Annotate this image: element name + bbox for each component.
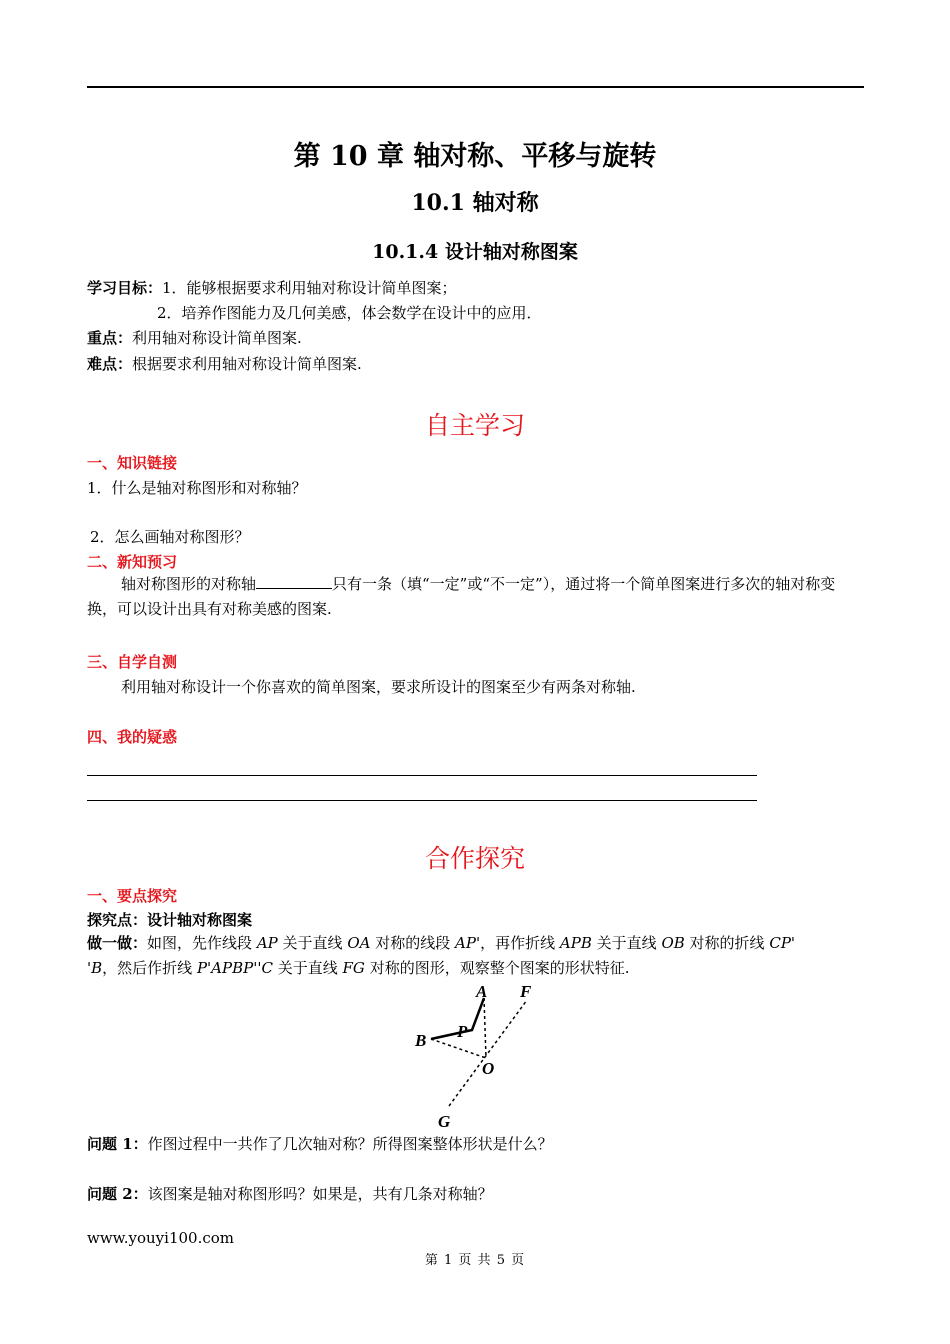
var-b-prime: 'B bbox=[87, 959, 103, 977]
try-text-5: 关于直线 bbox=[596, 934, 657, 952]
label-b: B bbox=[415, 1031, 427, 1050]
try-it-paragraph bbox=[87, 931, 864, 981]
question-2: 2．怎么画轴对称图形？ bbox=[90, 528, 250, 546]
preview-text-before: 轴对称图形的对称轴 bbox=[121, 575, 257, 593]
try-text-3: 对称的线段 bbox=[375, 934, 451, 952]
key-label: 重点： bbox=[87, 329, 133, 347]
question-1: 1．什么是轴对称图形和对称轴？ bbox=[87, 479, 307, 497]
fill-blank[interactable] bbox=[256, 574, 332, 589]
section-title: 10.1 轴对称 bbox=[411, 190, 539, 216]
self-test-heading: 三、自学自测 bbox=[87, 653, 178, 671]
goals-line-1 bbox=[87, 277, 457, 298]
chapter-title: 第 10 章 轴对称、平移与旋转 bbox=[293, 141, 657, 172]
knowledge-link-heading: 一、知识链接 bbox=[87, 454, 178, 472]
var-ap-prime: AP' bbox=[455, 934, 481, 952]
label-f: F bbox=[520, 982, 532, 1001]
dotted-line-fg bbox=[449, 1000, 527, 1106]
label-g: G bbox=[438, 1112, 451, 1131]
key-point bbox=[87, 327, 302, 348]
geometry-figure bbox=[405, 980, 545, 1132]
dotted-line-ob bbox=[431, 1039, 486, 1058]
q2-label: 问题 2： bbox=[87, 1185, 148, 1203]
dotted-line-oa bbox=[484, 998, 486, 1058]
subsection-title: 10.1.4 设计轴对称图案 bbox=[372, 241, 578, 263]
goal-item-1: 1．能够根据要求利用轴对称设计简单图案； bbox=[162, 279, 457, 297]
try-text-9: 对称的图形，观察整个图案的形状特征. bbox=[369, 959, 630, 977]
goal-item-2: 2．培养作图能力及几何美感，体会数学在设计中的应用． bbox=[157, 304, 542, 322]
var-ap: AP bbox=[256, 934, 278, 952]
label-a: A bbox=[476, 982, 488, 1001]
goals-label: 学习目标： bbox=[87, 279, 163, 297]
cooperation-heading: 合作探究 bbox=[424, 844, 525, 873]
try-text-2: 关于直线 bbox=[282, 934, 343, 952]
footer-url[interactable]: www.youyi100.com bbox=[87, 1229, 234, 1247]
try-text-4: ，再作折线 bbox=[480, 934, 556, 952]
q2-text: 该图案是轴对称图形吗？如果是，共有几条对称轴？ bbox=[147, 1185, 493, 1203]
self-test-text: 利用轴对称设计一个你喜欢的简单图案，要求所设计的图案至少有两条对称轴. bbox=[121, 678, 636, 696]
preview-heading: 二、新知预习 bbox=[87, 553, 178, 571]
var-cp-prime: CP' bbox=[769, 934, 796, 952]
q1-text: 作图过程中一共作了几次轴对称？所得图案整体形状是什么？ bbox=[147, 1135, 553, 1153]
var-apb: APB bbox=[559, 934, 592, 952]
label-o: O bbox=[482, 1059, 495, 1078]
preview-paragraph bbox=[87, 572, 864, 622]
var-ob: OB bbox=[661, 934, 685, 952]
page-number: 第 1 页 共 5 页 bbox=[424, 1253, 526, 1268]
explore-point-label: 探究点：设计轴对称图案 bbox=[87, 911, 253, 929]
difficult-point bbox=[87, 353, 362, 374]
preview-text-after: 只有一条（填“一定”或“不一定”），通过将一个简单图案进行多次的轴对称变换，可以设计出具有对称美感的图案. bbox=[87, 575, 836, 618]
hard-text: 根据要求利用轴对称设计简单图案. bbox=[132, 355, 362, 373]
try-text-8: 关于直线 bbox=[277, 959, 338, 977]
doubts-heading: 四、我的疑惑 bbox=[87, 728, 178, 746]
try-text-6: 对称的折线 bbox=[689, 934, 765, 952]
var-oa: OA bbox=[347, 934, 371, 952]
try-text-7: ，然后作折线 bbox=[102, 959, 193, 977]
header-rule bbox=[87, 86, 864, 88]
answer-line-1[interactable] bbox=[87, 775, 757, 776]
self-study-heading: 自主学习 bbox=[424, 411, 525, 440]
try-label: 做一做： bbox=[87, 934, 148, 952]
label-p: P bbox=[457, 1022, 468, 1041]
var-fg: FG bbox=[342, 959, 365, 977]
question-2-row bbox=[87, 1183, 493, 1204]
hard-label: 难点： bbox=[87, 355, 133, 373]
try-text-1: 如图，先作线段 bbox=[147, 934, 253, 952]
question-1-row bbox=[87, 1133, 553, 1154]
answer-line-2[interactable] bbox=[87, 800, 757, 801]
key-explore-heading: 一、要点探究 bbox=[87, 887, 178, 905]
q1-label: 问题 1： bbox=[87, 1135, 148, 1153]
var-polyline: P'APBP''C bbox=[196, 959, 273, 977]
key-text: 利用轴对称设计简单图案. bbox=[132, 329, 302, 347]
